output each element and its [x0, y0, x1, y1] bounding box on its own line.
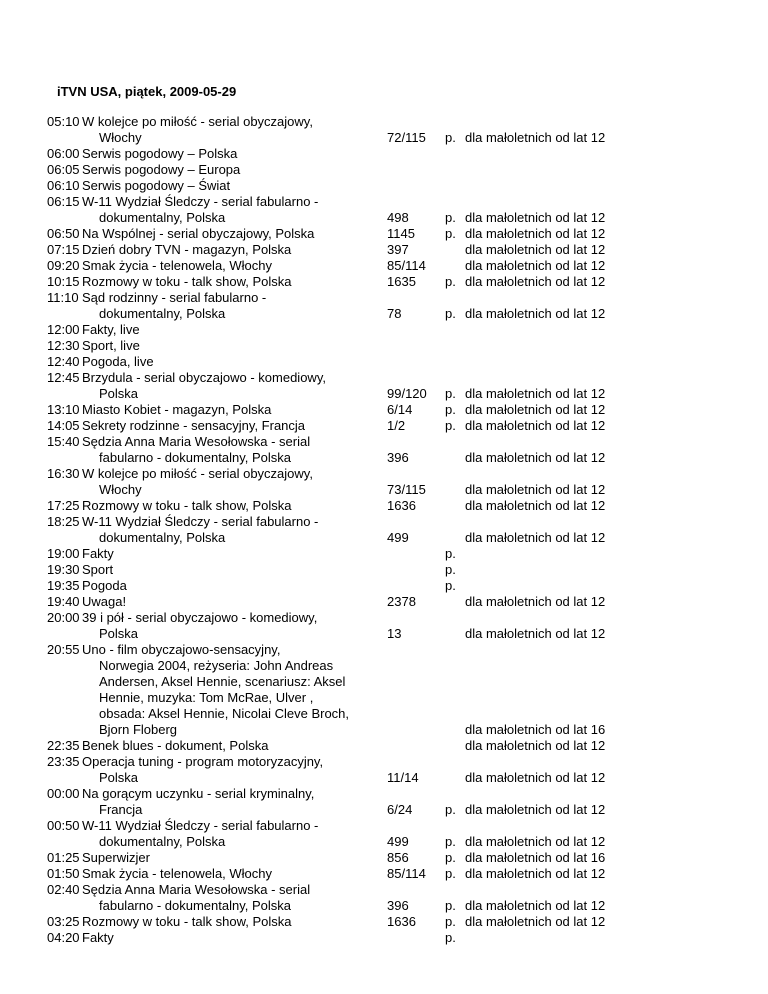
schedule-row — [47, 818, 687, 850]
episode-number: 13 — [387, 626, 402, 641]
program-description-line: Polska — [99, 770, 139, 785]
program-description-line: W-11 Wydział Śledczy - serial fabularno - — [82, 818, 319, 833]
program-time: 19:35 — [47, 578, 80, 593]
episode-number: 499 — [387, 530, 409, 545]
program-description-line: Benek blues - dokument, Polska — [82, 738, 269, 753]
age-rating: dla małoletnich od lat 12 — [465, 866, 606, 881]
age-rating: dla małoletnich od lat 12 — [465, 402, 606, 417]
episode-number: 856 — [387, 850, 409, 865]
program-description-line: 39 i pół - serial obyczajowo - komediowy, — [82, 610, 318, 625]
program-description-line: Fakty — [82, 930, 114, 945]
age-rating: dla małoletnich od lat 12 — [465, 130, 606, 145]
schedule-row — [47, 642, 687, 738]
schedule-row — [47, 402, 687, 418]
program-time: 02:40 — [47, 882, 80, 897]
schedule-row — [47, 370, 687, 402]
program-description-line: fabularno - dokumentalny, Polska — [99, 450, 291, 465]
schedule-row — [47, 930, 687, 946]
program-description — [82, 322, 387, 338]
premiere-marker: p. — [445, 226, 456, 241]
program-description-line: Sąd rodzinny - serial fabularno - — [82, 290, 267, 305]
episode-number: 78 — [387, 306, 402, 321]
premiere-marker: p. — [445, 930, 456, 945]
schedule-row — [47, 242, 687, 258]
schedule-row — [47, 354, 687, 370]
episode-number: 397 — [387, 242, 409, 257]
program-description-line: Na Wspólnej - serial obyczajowy, Polska — [82, 226, 315, 241]
episode-number: 72/115 — [387, 130, 426, 145]
schedule-row — [47, 738, 687, 754]
program-description-line: Rozmowy w toku - talk show, Polska — [82, 274, 292, 289]
age-rating: dla małoletnich od lat 12 — [465, 242, 606, 257]
age-rating: dla małoletnich od lat 12 — [465, 626, 606, 641]
episode-number: 499 — [387, 834, 409, 849]
program-description-line: Operacja tuning - program motoryzacyjny, — [82, 754, 324, 769]
program-time: 10:15 — [47, 274, 80, 289]
program-time: 09:20 — [47, 258, 80, 273]
program-time: 06:50 — [47, 226, 80, 241]
program-description-line: dokumentalny, Polska — [99, 210, 226, 225]
program-time: 00:50 — [47, 818, 80, 833]
program-description-line: Serwis pogodowy – Świat — [82, 178, 231, 193]
program-description-line: W-11 Wydział Śledczy - serial fabularno - — [82, 514, 319, 529]
program-description — [82, 274, 387, 290]
episode-number: 6/24 — [387, 802, 413, 817]
program-description-line: Dzień dobry TVN - magazyn, Polska — [82, 242, 292, 257]
premiere-marker: p. — [445, 546, 456, 561]
age-rating: dla małoletnich od lat 12 — [465, 306, 606, 321]
program-time: 13:10 — [47, 402, 80, 417]
program-description-line: Uwaga! — [82, 594, 127, 609]
program-description — [82, 642, 387, 738]
premiere-marker: p. — [445, 898, 456, 913]
age-rating: dla małoletnich od lat 12 — [465, 498, 606, 513]
age-rating: dla małoletnich od lat 12 — [465, 834, 606, 849]
schedule-row — [47, 194, 687, 226]
program-description-line: Pogoda, live — [82, 354, 154, 369]
schedule-row — [47, 578, 687, 594]
age-rating: dla małoletnich od lat 12 — [465, 418, 606, 433]
program-time: 11:10 — [47, 290, 79, 305]
program-time: 19:30 — [47, 562, 80, 577]
schedule-row — [47, 850, 687, 866]
episode-number: 99/120 — [387, 386, 427, 401]
episode-number: 1145 — [387, 226, 415, 241]
program-description-line: W-11 Wydział Śledczy - serial fabularno - — [82, 194, 319, 209]
program-description-line: dokumentalny, Polska — [99, 306, 226, 321]
program-description — [82, 338, 387, 354]
program-description — [82, 738, 387, 754]
schedule-row — [47, 786, 687, 818]
schedule-list — [47, 114, 687, 946]
program-time: 06:10 — [47, 178, 80, 193]
episode-number: 1635 — [387, 274, 416, 289]
program-description — [82, 466, 387, 498]
program-description-line: Włochy — [99, 130, 142, 145]
program-description — [82, 754, 387, 786]
program-time: 20:00 — [47, 610, 80, 625]
program-time: 14:05 — [47, 418, 80, 433]
age-rating: dla małoletnich od lat 12 — [465, 450, 606, 465]
program-description — [82, 370, 387, 402]
program-description-line: Andersen, Aksel Hennie, scenariusz: Aksel — [99, 674, 346, 689]
program-time: 17:25 — [47, 498, 80, 513]
program-time: 12:30 — [47, 338, 80, 353]
program-description — [82, 226, 387, 242]
program-time: 01:25 — [47, 850, 80, 865]
program-description — [82, 866, 387, 882]
program-description — [82, 258, 387, 274]
schedule-row — [47, 562, 687, 578]
program-description — [82, 146, 387, 162]
program-description-line: Bjorn Floberg — [99, 722, 178, 737]
schedule-row — [47, 418, 687, 434]
program-description — [82, 194, 387, 226]
schedule-row — [47, 434, 687, 466]
program-description — [82, 354, 387, 370]
premiere-marker: p. — [445, 914, 456, 929]
episode-number: 6/14 — [387, 402, 413, 417]
program-description-line: dokumentalny, Polska — [99, 834, 226, 849]
program-description — [82, 402, 387, 418]
program-description — [82, 514, 387, 546]
program-description-line: Francja — [99, 802, 143, 817]
program-time: 00:00 — [47, 786, 80, 801]
episode-number: 498 — [387, 210, 409, 225]
schedule-row — [47, 338, 687, 354]
schedule-row — [47, 498, 687, 514]
program-description-line: Uno - film obyczajowo-sensacyjny, — [82, 642, 281, 657]
schedule-row — [47, 882, 687, 914]
schedule-row — [47, 466, 687, 498]
program-time: 03:25 — [47, 914, 80, 929]
schedule-row — [47, 274, 687, 290]
program-time: 07:15 — [47, 242, 80, 257]
age-rating: dla małoletnich od lat 12 — [465, 770, 606, 785]
program-description — [82, 418, 387, 434]
program-time: 15:40 — [47, 434, 80, 449]
schedule-row — [47, 866, 687, 882]
program-description — [82, 882, 387, 914]
program-time: 04:20 — [47, 930, 80, 945]
program-description-line: Sędzia Anna Maria Wesołowska - serial — [82, 882, 311, 897]
program-time: 01:50 — [47, 866, 80, 881]
program-description-line: Fakty, live — [82, 322, 140, 337]
schedule-row — [47, 546, 687, 562]
program-description-line: Na gorącym uczynku - serial kryminalny, — [82, 786, 315, 801]
program-description — [82, 786, 387, 818]
premiere-marker: p. — [445, 386, 456, 401]
schedule-row — [47, 514, 687, 546]
premiere-marker: p. — [445, 802, 456, 817]
age-rating: dla małoletnich od lat 16 — [465, 722, 606, 737]
schedule-row — [47, 290, 687, 322]
program-time: 06:15 — [47, 194, 80, 209]
age-rating: dla małoletnich od lat 16 — [465, 850, 606, 865]
program-description — [82, 562, 387, 578]
episode-number: 2378 — [387, 594, 416, 609]
program-description-line: Hennie, muzyka: Tom McRae, Ulver , — [99, 690, 314, 705]
episode-number: 85/114 — [387, 866, 426, 881]
premiere-marker: p. — [445, 402, 456, 417]
program-description — [82, 578, 387, 594]
premiere-marker: p. — [445, 274, 456, 289]
schedule-row — [47, 146, 687, 162]
page-title: iTVN USA, piątek, 2009-05-29 — [57, 84, 237, 99]
age-rating: dla małoletnich od lat 12 — [465, 210, 606, 225]
age-rating: dla małoletnich od lat 12 — [465, 274, 606, 289]
age-rating: dla małoletnich od lat 12 — [465, 226, 606, 241]
program-description — [82, 594, 387, 610]
program-description-line: Polska — [99, 626, 139, 641]
program-description-line: W kolejce po miłość - serial obyczajowy, — [82, 466, 313, 481]
premiere-marker: p. — [445, 306, 456, 321]
program-description-line: Smak życia - telenowela, Włochy — [82, 258, 273, 273]
age-rating: dla małoletnich od lat 12 — [465, 482, 606, 497]
program-description-line: Włochy — [99, 482, 142, 497]
premiere-marker: p. — [445, 418, 456, 433]
program-description-line: Sport — [82, 562, 114, 577]
age-rating: dla małoletnich od lat 12 — [465, 594, 606, 609]
age-rating: dla małoletnich od lat 12 — [465, 802, 606, 817]
program-description — [82, 290, 387, 322]
program-time: 19:40 — [47, 594, 80, 609]
age-rating: dla małoletnich od lat 12 — [465, 530, 606, 545]
age-rating: dla małoletnich od lat 12 — [465, 258, 606, 273]
age-rating: dla małoletnich od lat 12 — [465, 914, 606, 929]
program-description-line: Sekrety rodzinne - sensacyjny, Francja — [82, 418, 306, 433]
program-description — [82, 546, 387, 562]
program-description-line: W kolejce po miłość - serial obyczajowy, — [82, 114, 313, 129]
age-rating: dla małoletnich od lat 12 — [465, 898, 606, 913]
episode-number: 1/2 — [387, 418, 406, 433]
program-description — [82, 498, 387, 514]
program-description-line: obsada: Aksel Hennie, Nicolai Cleve Broch, — [99, 706, 350, 721]
schedule-row — [47, 226, 687, 242]
schedule-row — [47, 594, 687, 610]
program-description-line: Sport, live — [82, 338, 140, 353]
program-description-line: Brzydula - serial obyczajowo - komediowy, — [82, 370, 326, 385]
program-time: 06:05 — [47, 162, 80, 177]
program-description-line: dokumentalny, Polska — [99, 530, 226, 545]
schedule-row — [47, 322, 687, 338]
program-time: 20:55 — [47, 642, 80, 657]
premiere-marker: p. — [445, 210, 456, 225]
program-description-line: Polska — [99, 386, 139, 401]
program-time: 12:45 — [47, 370, 80, 385]
episode-number: 396 — [387, 898, 409, 913]
premiere-marker: p. — [445, 578, 456, 593]
program-time: 19:00 — [47, 546, 80, 561]
schedule-row — [47, 610, 687, 642]
program-description-line: Fakty — [82, 546, 114, 561]
program-description — [82, 914, 387, 930]
program-description-line: fabularno - dokumentalny, Polska — [99, 898, 291, 913]
episode-number: 1636 — [387, 498, 416, 513]
program-description-line: Serwis pogodowy – Europa — [82, 162, 241, 177]
schedule-row — [47, 178, 687, 194]
schedule-row — [47, 914, 687, 930]
age-rating: dla małoletnich od lat 12 — [465, 386, 606, 401]
program-time: 12:00 — [47, 322, 80, 337]
episode-number: 11/14 — [387, 770, 419, 785]
premiere-marker: p. — [445, 866, 456, 881]
program-time: 22:35 — [47, 738, 80, 753]
program-description — [82, 434, 387, 466]
premiere-marker: p. — [445, 850, 456, 865]
program-description — [82, 818, 387, 850]
program-description — [82, 610, 387, 642]
program-time: 23:35 — [47, 754, 80, 769]
program-description-line: Norwegia 2004, reżyseria: John Andreas — [99, 658, 334, 673]
program-description-line: Superwizjer — [82, 850, 150, 865]
schedule-row — [47, 114, 687, 146]
episode-number: 1636 — [387, 914, 416, 929]
schedule-row — [47, 162, 687, 178]
premiere-marker: p. — [445, 562, 456, 577]
program-description — [82, 930, 387, 946]
program-description — [82, 114, 387, 146]
episode-number: 73/115 — [387, 482, 426, 497]
program-description — [82, 178, 387, 194]
program-description-line: Serwis pogodowy – Polska — [82, 146, 238, 161]
premiere-marker: p. — [445, 834, 456, 849]
program-time: 05:10 — [47, 114, 80, 129]
program-description-line: Rozmowy w toku - talk show, Polska — [82, 498, 292, 513]
age-rating: dla małoletnich od lat 12 — [465, 738, 606, 753]
program-description-line: Smak życia - telenowela, Włochy — [82, 866, 273, 881]
episode-number: 85/114 — [387, 258, 426, 273]
program-description-line: Rozmowy w toku - talk show, Polska — [82, 914, 292, 929]
schedule-row — [47, 754, 687, 786]
program-time: 12:40 — [47, 354, 80, 369]
program-time: 16:30 — [47, 466, 80, 481]
episode-number: 396 — [387, 450, 409, 465]
program-time: 06:00 — [47, 146, 80, 161]
program-description-line: Miasto Kobiet - magazyn, Polska — [82, 402, 272, 417]
schedule-row — [47, 258, 687, 274]
program-time: 18:25 — [47, 514, 80, 529]
program-description-line: Pogoda — [82, 578, 127, 593]
program-description — [82, 162, 387, 178]
program-description — [82, 850, 387, 866]
program-description — [82, 242, 387, 258]
program-description-line: Sędzia Anna Maria Wesołowska - serial — [82, 434, 311, 449]
premiere-marker: p. — [445, 130, 456, 145]
